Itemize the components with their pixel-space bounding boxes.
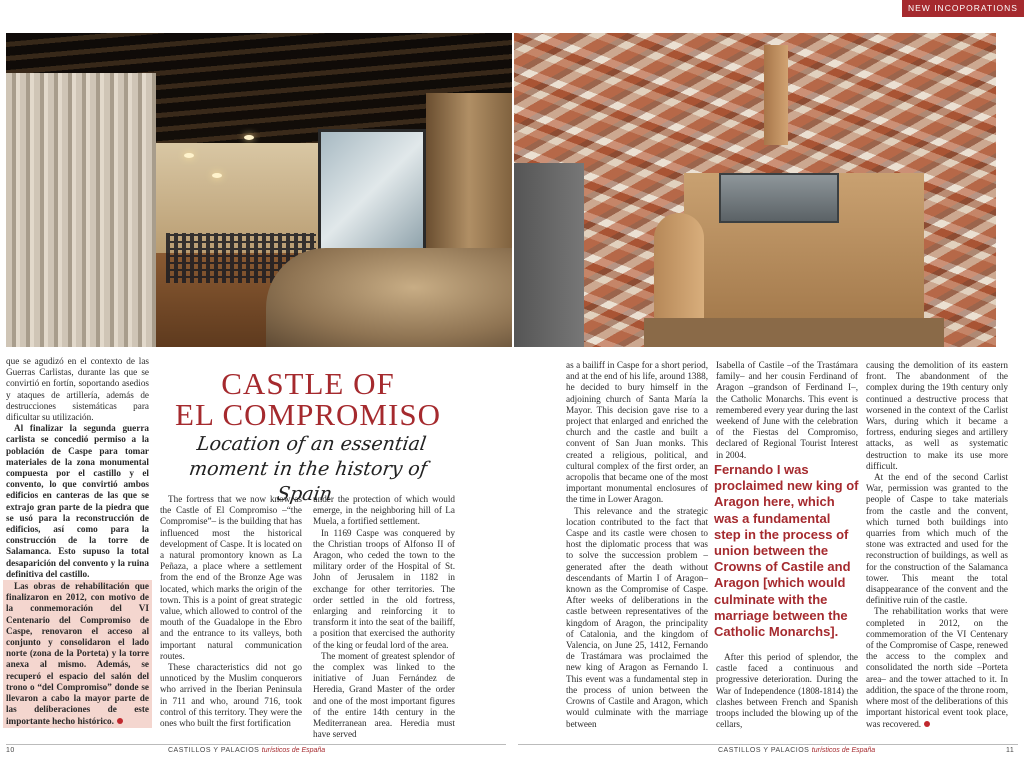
- rock-outcrop: [266, 248, 512, 347]
- title-line: CASTLE OF: [221, 366, 395, 401]
- ceiling-light: [184, 153, 194, 158]
- ceiling-light: [244, 135, 254, 140]
- subtitle-line: Location of an essential: [195, 433, 428, 455]
- title-line: EL COMPROMISO: [175, 397, 441, 432]
- pull-quote: Fernando I was proclaimed new king of Aragon here, which was a fundamental step in the process of union between the Crowns of Castile and Aragon [which would culminate with the marriage between the Catholic Monarchs].: [714, 462, 859, 640]
- rock-wall: [426, 93, 512, 273]
- footer-rule: [6, 744, 506, 745]
- body-paragraph: The moment of greatest splendor of the complex was linked to the initiative of Juan Fernández de Heredia, Grand Master of the order and one of the most important figures of the entire 14th century in the Mediterranean area. Heredia must have served: [313, 650, 455, 740]
- english-column-2: [313, 494, 455, 740]
- body-paragraph: In 1169 Caspe was conquered by the Christian troops of Alfonso II of Aragon, who ceded the town to the military order of the Hospital of St. John of Jerusalem in 1182 in exchange for other territories. The order settled in the old fortress, enlarging and reinforcing it to transform it into the seat of the bailiff, a position that exercised the authority of the king or feudal lord of the area.: [313, 527, 455, 650]
- body-paragraph: causing the demolition of its eastern front. The abandonment of the complex during the 19th century only continued a destructive process that worsened in the context of the Carlist Wars, during which it became a fortress, enduring sieges and artillery attacks, as well as systematic destruction to make its use more difficult.: [866, 360, 1008, 471]
- round-tower: [654, 213, 704, 323]
- castle-wall: [644, 318, 944, 347]
- body-paragraph: Isabella of Castile –of the Trastámara family– and her cousin Ferdinand of Aragon –grandson of Ferdinand I–, the Catholic Monarchs. This event is remembered every year during the last weekend of June with the celebration of the Fiestas del Compromiso, declared of Regional Tourist Interest in 2004.: [716, 360, 858, 460]
- footer-rule: [518, 744, 1018, 745]
- english-column-3: [566, 360, 708, 730]
- page-number-left: 10: [6, 747, 15, 754]
- body-paragraph: The fortress that we now know as the Castle of El Compromiso –“the Compromise”– is the building that has influenced most the historical development of Caspe. It is located on a natural promontory known as La Peñaza, a place where a settlement from the end of the Bronze Age was located, which marks the origin of the town. This is a point of great strategic value, which allowed to control of the mouth of the Guadalope in the Ebro and the entrance to its valleys, both important natural communication routes.: [160, 494, 302, 661]
- ceiling-light: [212, 173, 222, 178]
- spanish-column: [6, 356, 149, 728]
- magazine-name: CASTILLOS Y PALACIOS: [718, 747, 810, 754]
- page-number-right: 11: [1006, 747, 1015, 754]
- spanish-paragraph-highlight: [3, 580, 152, 728]
- footer-magazine-right: [718, 747, 875, 754]
- article-title: [160, 368, 456, 430]
- english-column-1: [160, 494, 302, 729]
- english-column-5: [866, 360, 1008, 730]
- body-paragraph: [866, 606, 1008, 729]
- body-paragraph: as a bailiff in Caspe for a short period, and at the end of his life, around 1388, he decided to bury himself in the adjoining church of Santa María la Mayor. This decision gave rise to a project that enlarged and enriched the church and the castle and built a convent of San Juan monks. This created a religious, political, and cultural complex of the first order, an acropolis that became one of the most important monumental enclosures of the time in Lower Aragon.: [566, 360, 708, 505]
- interior-hall-photo: [6, 33, 512, 347]
- glass-vitrine: [318, 129, 426, 253]
- magazine-name: CASTILLOS Y PALACIOS: [168, 747, 260, 754]
- footer-magazine-left: [168, 747, 325, 754]
- body-paragraph: This relevance and the strategic location contributed to the fact that Caspe and its castle were chosen to host the diplomatic process that was to solve the succession problem –generated after the death without descendants of Martin I of Aragon– known as the Compromise of Caspe. After weeks of deliberations in the castle between representatives of the kingdom of Aragon, the principality of Catalonia, and the kingdom of Valencia, on June 25, 1412, Fernando de Trastámara was proclaimed the new king of Aragon as Fernando I. This event was a fundamental step in the process of union between the Crowns of Castile and Aragon, which would culminate with the marriage between: [566, 505, 708, 729]
- english-column-4-top: [716, 360, 858, 460]
- end-mark-icon: [924, 721, 930, 727]
- curtain: [6, 73, 156, 347]
- section-tag: NEW INCOPORATIONS: [902, 0, 1024, 17]
- church-tower: [764, 45, 788, 145]
- spanish-paragraph: que se agudizó en el contexto de las Guerras Carlistas, durante las que se convirtió en fortín, soportando asedios y ataques de artillería, además de destrucciones sistemáticas para dificultar su utilización.: [6, 356, 149, 423]
- street: [514, 163, 584, 347]
- body-paragraph: After this period of splendor, the castle faced a continuous and progressive deterioration. During the War of Independence (1808-1814) the clashes between French and Spanish troops included the blowing up of the cellars,: [716, 652, 858, 730]
- magazine-subtitle: turísticos de España: [261, 747, 326, 754]
- aerial-town-photo: [514, 33, 996, 347]
- english-column-4-bottom: [716, 652, 858, 730]
- body-paragraph: These characteristics did not go unnoticed by the Muslim conquerors who arrived in the Iberian Peninsula in 711 and who, around 716, took control of this territory. They were the ones who built the first fortification: [160, 662, 302, 729]
- spanish-paragraph: Al finalizar la segunda guerra carlista se concedió permiso a la población de Caspe para tomar materiales de la zona monumental compuesta por el castillo y el convento, lo que convirtió ambos edificios en canteras de las que se extrajo gran parte de la piedra que se usó para la reconstrucción de edificios, así como para la construcción de la torre de Salamanca. Esto supuso la total desaparición del convento y la ruina definitiva del castillo.: [6, 423, 149, 579]
- subtitle-line: moment in the history of Spain: [187, 458, 429, 505]
- castle-roof: [719, 173, 839, 223]
- body-paragraph-text: The rehabilitation works that were completed in 2012, on the commemoration of the VI Centenary of the Compromise of Caspe, renewed the access to the complex and consolidated the north side –Porteta area– and the tower attached to it. In addition, the space of the throne room, where most of the deliberations of this important historical event took place, was recovered.: [866, 606, 1008, 729]
- body-paragraph: At the end of the second Carlist War, permission was granted to the people of Caspe to take materials from the castle and the convent, which turned both buildings into quarries from which much of the stone was extracted and used for the reconstruction of buildings, as well as for the construction of the Salamanca tower. This meant the total disappearance of the convent and the definitive ruin of the castle.: [866, 472, 1008, 606]
- body-paragraph: under the protection of which would emerge, in the neighboring hill of La Muela, a fortified settlement.: [313, 494, 455, 527]
- end-mark-icon: [117, 718, 123, 724]
- magazine-subtitle: turísticos de España: [811, 747, 876, 754]
- spanish-paragraph-text: Las obras de rehabilitación que finalizaron en 2012, con motivo de la conmemoración del VI Centenario del Compromiso de Caspe, renovaron el acceso al conjunto y consolidaron el lado norte (zona de la Porteta) y la torre anexa al mismo. Además, se recuperó el espacio del salón del trono o “del Compromiso” donde se llevaron a cabo la mayor parte de las deliberaciones de este importante hecho histórico.: [6, 581, 149, 726]
